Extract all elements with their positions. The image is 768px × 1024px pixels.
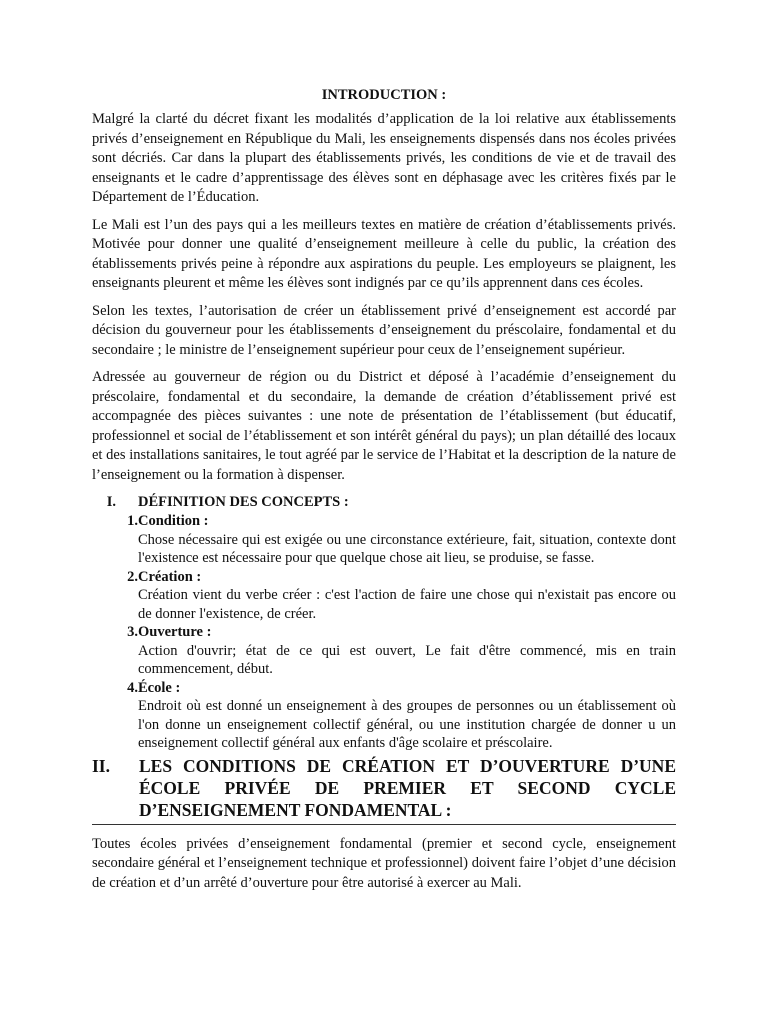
list-item-number: 3. [127,624,138,640]
list-item-definition: Endroit où est donné un enseignement à des groupes de personnes ou un établissement où l'on donne un enseignement collectif général, ou une institution chargée de donner u un enseignement collectif général aux enfants d'âge scolaire et préscolaire. [138,698,676,751]
closing-paragraph: Toutes écoles privées d’enseignement fondamental (premier et second cycle, enseignement secondaire général et l’enseignement technique et professionnel) doivent faire l’objet d’une décision de création et d’un arrêté d’ouverture pour être autorisé à exercer au Mali. [92,835,676,891]
list-item [92,623,676,679]
section-1-title: DÉFINITION DES CONCEPTS : [138,494,349,510]
intro-paragraph-1: Malgré la clarté du décret fixant les modalités d’application de la loi relative aux établissements privés d’enseignement en République du Mali, les enseignements dispensés dans nos écoles privées sont décriés. Car dans la plupart des établissements privés, les conditions de vie et de travail des enseignants et le cadre d’apprentissage des élèves sont en déphasage avec les critères fixés par le Département de l’Éducation. [92,111,676,205]
section-1-heading [92,493,676,512]
concepts-list [92,512,676,753]
list-item-definition: Action d'ouvrir; état de ce qui est ouvert, Le fait d'être commencé, mis en train commencement, début. [138,642,676,677]
list-item-number: 4. [127,679,138,696]
list-item-title: École : [138,679,181,696]
list-item [92,512,676,568]
introduction-heading: INTRODUCTION : [321,87,447,103]
intro-paragraph-4: Adressée au gouverneur de région ou du District et déposé à l’académie d’enseignement du préscolaire, fondamental et du secondaire, la demande de création d’établissement privé est accompagnée des pièces suivantes : une note de présentation de l’établissement (but éducatif, professionnel et social de l’établissement et son intérêt général du pays); un plan détaillé des locaux et des installations sanitaires, le tout agréé par le service de l’Habitat et la description de la nature de l’enseignement ou la formation à dispenser. [92,369,676,483]
section-2-number: II. [92,755,110,776]
list-item-definition: Chose nécessaire qui est exigée ou une circonstance extérieure, fait, situation, contexte dont l'existence est nécessaire pour que quelque chose ait lieu, se produise, se fasse. [138,531,676,566]
section-1-number: I. [106,494,116,510]
section-2-heading [92,755,676,821]
section-2-title: LES CONDITIONS DE CRÉATION ET D’OUVERTURE D’UNE ÉCOLE PRIVÉE DE PREMIER ET SECOND CYCLE D’ENSEIGNEMENT FONDAMENTAL : [139,755,676,820]
intro-paragraph-2: Le Mali est l’un des pays qui a les meilleurs textes en matière de création d’établissements privés. Motivée pour donner une qualité d’enseignement meilleure à celle du public, la création des établissements privés peine à répondre aux aspirations du peuple. Les employeurs se plaignent, les enseignants pleurent et même les élèves sont indignés par ce qu’ils apprennent dans ces écoles. [92,216,676,291]
intro-paragraph-3: Selon les textes, l’autorisation de créer un établissement privé d’enseignement est accordé par décision du gouverneur pour les établissements d’enseignement du préscolaire, fondamental et du secondaire ; le ministre de l’enseignement supérieur pour ceux de l’enseignement supérieur. [92,302,676,358]
list-item-number: 2. [127,568,138,585]
list-item [92,679,676,753]
list-item-title: Condition : [138,513,209,529]
list-item [92,568,676,624]
list-item-title: Ouverture : [138,624,212,640]
list-item-title: Création : [138,568,202,585]
section-2-divider [92,824,676,825]
list-item-definition: Création vient du verbe créer : c'est l'action de faire une chose qui n'existait pas encore ou de donner l'existence, de créer. [138,587,676,622]
list-item-number: 1. [127,513,138,529]
